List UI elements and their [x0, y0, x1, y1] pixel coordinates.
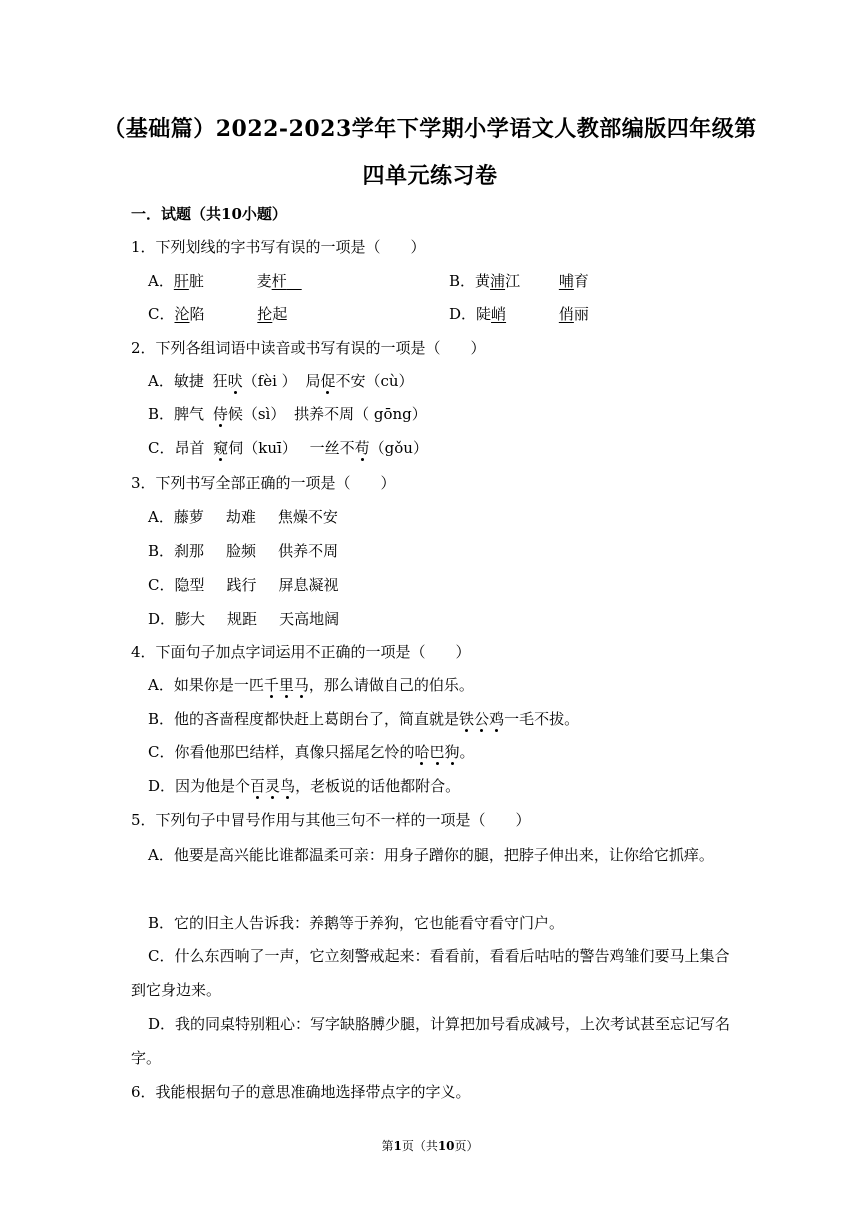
word: 膨大: [175, 610, 206, 628]
question-1-option-d: [449, 303, 589, 324]
dotted-char: 窥: [213, 439, 229, 457]
option-label: A．: [148, 508, 174, 526]
sentence-text: 。: [459, 743, 475, 761]
question-3-option-c: [148, 574, 339, 595]
question-2-option-a: [148, 370, 414, 391]
dotted-char: 鸡: [489, 710, 505, 728]
dotted-char: 鸟: [280, 777, 296, 795]
question-4-option-a: [148, 674, 474, 695]
word-prefix: 一丝不: [309, 439, 355, 457]
question-3-stem: 3．下列书写全部正确的一项是（ ）: [131, 474, 396, 492]
option-label: D．: [449, 305, 477, 323]
question-3-option-a: [148, 506, 338, 527]
dotted-char: 吠: [227, 372, 243, 390]
dotted-char: 铁: [459, 710, 475, 728]
word-prefix: 陡: [476, 305, 492, 323]
word: 屏息凝视: [278, 576, 339, 594]
pinyin: （fèi ）: [242, 372, 297, 390]
question-1-option-b: [449, 270, 589, 291]
word: 拱养不周（ gōng）: [294, 405, 427, 423]
footer-text: 页）: [454, 1139, 479, 1153]
word-prefix: 麦: [256, 272, 272, 290]
option-label: C．: [148, 576, 175, 594]
word: 脾气: [174, 405, 205, 423]
word-rest: 丽: [573, 305, 589, 323]
option-label: B．: [148, 405, 175, 423]
dotted-char: 公: [474, 710, 490, 728]
question-1-option-a: [148, 270, 302, 291]
word: 践行: [226, 576, 257, 594]
question-4-option-b: [148, 708, 579, 729]
word-rest: 脏: [188, 272, 204, 290]
question-5-option-c-line-2: 到它身边来。: [131, 981, 222, 999]
page-total: 10: [437, 1139, 455, 1153]
option-label: A．: [148, 372, 174, 390]
question-3-option-b: [148, 540, 338, 561]
question-2-stem: 2．下列各组词语中读音或书写有误的一项是（ ）: [131, 339, 486, 357]
page-number: 1: [393, 1139, 402, 1153]
word-rest: （gǒu）: [369, 439, 428, 457]
word: 隐型: [174, 576, 205, 594]
underlined-char: 沦: [174, 305, 190, 323]
question-5-option-b: B．它的旧主人告诉我：养鹅等于养狗，它也能看守看守门户。: [148, 914, 565, 932]
footer-text: 第: [381, 1139, 394, 1153]
question-2-option-b: [148, 403, 427, 424]
question-2-option-c: [148, 437, 428, 458]
question-1-stem: 1．下列划线的字书写有误的一项是（ ）: [131, 238, 426, 256]
word: 刹那: [174, 542, 205, 560]
sentence-text: ，那么请做自己的伯乐。: [308, 676, 474, 694]
sentence-text: ，老板说的话他都附合。: [295, 777, 461, 795]
word-rest: 伺（kuī）: [228, 439, 297, 457]
underlined-char: 肝: [173, 272, 189, 290]
word: 天高地阔: [279, 610, 340, 628]
word-rest: 起: [272, 305, 288, 323]
underlined-char: 浦: [490, 272, 506, 290]
question-6-stem: 6．我能根据句子的意思准确地选择带点字的字义。: [131, 1083, 471, 1101]
word: 藤萝: [173, 508, 204, 526]
option-label: C．: [148, 439, 175, 457]
word-rest: 陷: [189, 305, 205, 323]
underlined-char: 俏: [558, 305, 574, 323]
question-5-option-d-line-1: D．我的同桌特别粗心：写字缺胳膊少腿，计算把加号看成减号，上次考试甚至忘记写名: [148, 1015, 731, 1033]
dotted-char: 侍: [212, 405, 228, 423]
sentence-text: C．你看他那巴结样，真像只摇尾乞怜的: [148, 743, 415, 761]
question-5-stem: 5．下列句子中冒号作用与其他三句不一样的一项是（ ）: [131, 811, 531, 829]
question-5-option-c-line-1: C．什么东西响了一声，它立刻警戒起来：看看前，看看后咕咕的警告鸡雏们要马上集合: [148, 947, 730, 965]
underlined-char: 杆: [271, 272, 287, 290]
dotted-char: 狗: [444, 743, 460, 761]
question-4-option-c: [148, 741, 475, 762]
option-label: A．: [148, 272, 174, 290]
word: 昂首: [174, 439, 205, 457]
sentence-text: 一毛不拔。: [504, 710, 580, 728]
question-1-option-c: [148, 303, 287, 324]
word-prefix: 狂: [212, 372, 228, 390]
option-label: C．: [148, 305, 175, 323]
section-heading: 一．试题（共10小题）: [131, 205, 287, 223]
dotted-char: 苟: [354, 439, 370, 457]
document-title-line-2: 四单元练习卷: [362, 163, 498, 189]
question-4-stem: 4．下面句子加点字词运用不正确的一项是（ ）: [131, 643, 471, 661]
option-label: B．: [148, 542, 175, 560]
word: 敏捷: [173, 372, 204, 390]
sentence-text: A．如果你是一匹: [148, 676, 264, 694]
question-3-option-d: [148, 608, 339, 629]
option-label: D．: [148, 610, 176, 628]
dotted-char: 百: [250, 777, 266, 795]
word-rest: 不安（cù）: [335, 372, 414, 390]
underlined-char: 抡: [257, 305, 273, 323]
footer-text: 页（共: [401, 1139, 438, 1153]
dotted-char: 促: [320, 372, 336, 390]
sentence-text: D．因为他是个: [148, 777, 251, 795]
sentence-text: B．他的吝啬程度都快赶上葛朗台了，简直就是: [148, 710, 460, 728]
question-4-option-d: [148, 775, 460, 796]
dotted-char: 哈: [414, 743, 430, 761]
underlined-char: 哺: [558, 272, 574, 290]
word-rest: 江: [505, 272, 521, 290]
word-prefix: 局: [305, 372, 321, 390]
dotted-char: 千: [263, 676, 279, 694]
document-title-line-1: （基础篇）2022-2023学年下学期小学语文人教部编版四年级第: [103, 116, 757, 142]
question-5-option-a: A．他要是高兴能比谁都温柔可亲：用身子蹭你的腿，把脖子伸出来，让你给它抓痒。: [148, 846, 714, 864]
word: 供养不周: [278, 542, 339, 560]
underlined-char: 峭: [491, 305, 507, 323]
dotted-char: 巴: [429, 743, 445, 761]
word-rest: 候（sì）: [227, 405, 286, 423]
word-rest: 育: [573, 272, 589, 290]
word: 焦燥不安: [277, 508, 338, 526]
word: 规距: [227, 610, 258, 628]
option-label: B．: [449, 272, 476, 290]
dotted-char: 灵: [265, 777, 281, 795]
dotted-char: 里: [278, 676, 294, 694]
question-5-option-d-line-2: 字。: [131, 1049, 162, 1067]
word-prefix: 黄: [475, 272, 491, 290]
page-footer: [0, 1137, 860, 1154]
word: 劫难: [225, 508, 256, 526]
word: 脸频: [226, 542, 257, 560]
dotted-char: 马: [293, 676, 309, 694]
